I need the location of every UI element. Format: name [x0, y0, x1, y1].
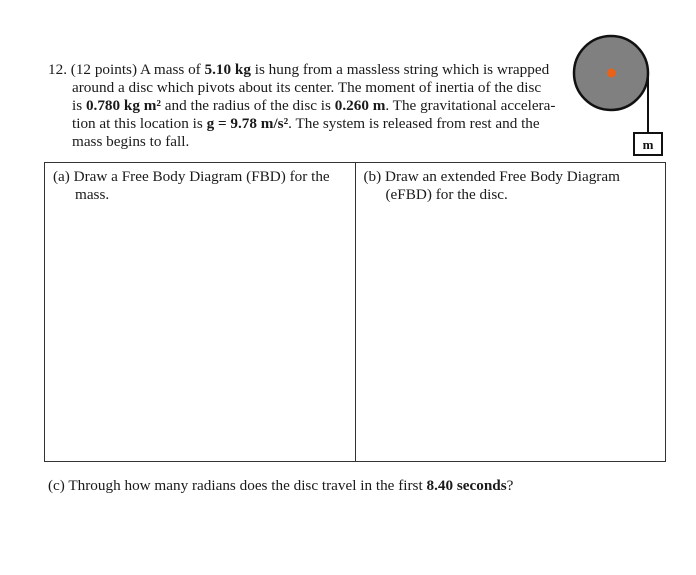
- part-c-prompt: [48, 477, 513, 495]
- problem-text: tion at this location is: [72, 115, 207, 132]
- answer-box-a[interactable]: [45, 163, 356, 461]
- answer-boxes: [44, 162, 666, 462]
- problem-text: is: [72, 97, 86, 114]
- problem-text: mass begins to fall.: [72, 133, 190, 150]
- part-b-label: (b): [363, 168, 382, 185]
- part-a-text-2: mass.: [75, 186, 110, 203]
- part-a-label: (a): [53, 168, 70, 185]
- problem-line-2: [48, 79, 568, 97]
- disc-mass-diagram: [568, 30, 668, 160]
- part-c-text: Through how many radians does the disc travel in the first: [64, 477, 427, 494]
- problem-text: . The gravitational accelera-: [385, 97, 556, 114]
- part-b-text: Draw an extended Free Body Diagram: [381, 168, 620, 185]
- problem-text: A mass of: [137, 61, 205, 78]
- problem-points: (12 points): [70, 61, 138, 78]
- part-b-prompt: [364, 168, 660, 204]
- problem-text: and the radius of the disc is: [160, 97, 335, 114]
- problem-text: around a disc which pivots about its center. The moment of inertia of the disc: [72, 79, 542, 96]
- mass-value: 5.10 kg: [204, 61, 251, 78]
- problem-text: is hung from a massless string which is wrapped: [250, 61, 550, 78]
- part-c-label: (c): [48, 477, 65, 494]
- problem-number: 12.: [48, 61, 67, 78]
- problem-line-3: [48, 97, 568, 115]
- answer-box-b[interactable]: [356, 163, 666, 461]
- part-a-text: Draw a Free Body Diagram (FBD) for the: [69, 168, 330, 185]
- part-a-prompt: [53, 168, 349, 204]
- inertia-value: 0.780 kg m²: [85, 97, 161, 114]
- problem-text: . The system is released from rest and the: [288, 115, 540, 132]
- part-c-text-end: ?: [506, 477, 514, 494]
- problem-line-5: [48, 133, 568, 151]
- part-b-text-2: (eFBD) for the disc.: [385, 186, 508, 203]
- problem-line-1: [48, 61, 568, 79]
- gravity-value: g = 9.78 m/s²: [206, 115, 289, 132]
- pivot-point: [607, 69, 616, 78]
- problem-statement: [48, 61, 568, 151]
- time-value: 8.40 seconds: [426, 477, 507, 494]
- radius-value: 0.260 m: [334, 97, 386, 114]
- problem-line-4: [48, 115, 568, 133]
- mass-label: m: [642, 137, 654, 152]
